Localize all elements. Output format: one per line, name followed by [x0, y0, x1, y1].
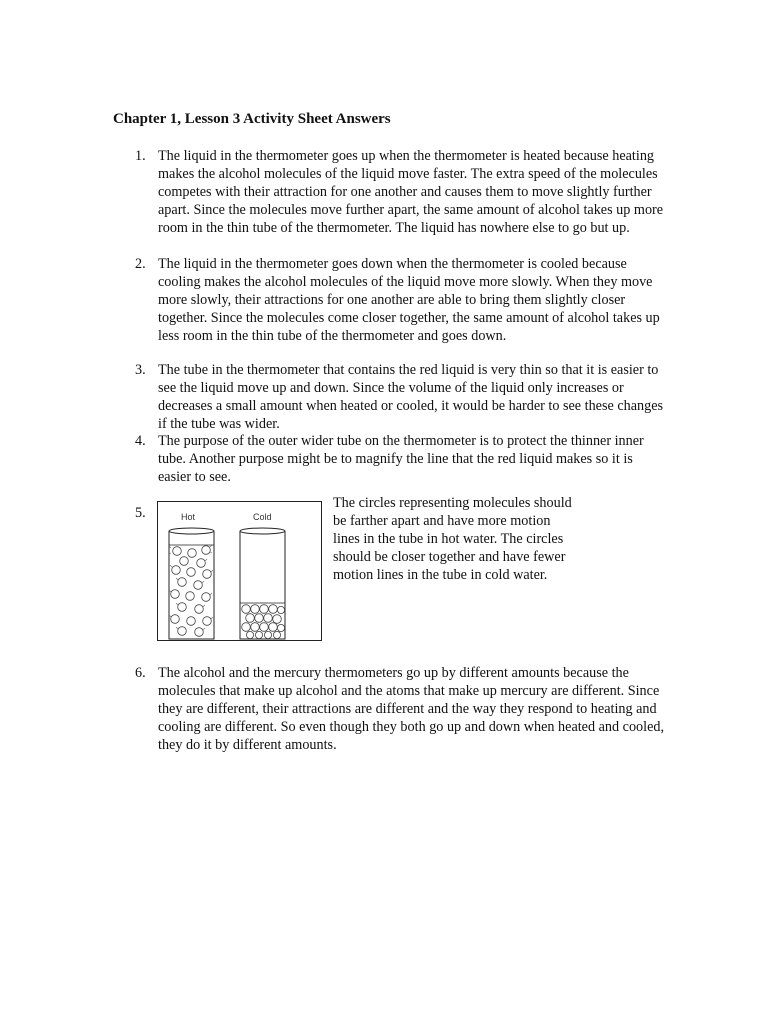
molecule-tubes-figure: [157, 501, 322, 641]
item-text: The tube in the thermometer that contains the red liquid is very thin so that it is easier to see the liquid move up and down. Since the volume of the liquid only increases or decreases a small amount when heated or cooled, it would be harder to see these changes if the tube was wider.: [158, 362, 664, 432]
item-number: 6.: [135, 665, 146, 681]
cold-label: Cold: [253, 512, 272, 522]
list-item-1: [135, 147, 665, 237]
item-number: 5.: [135, 505, 146, 521]
item-number: 2.: [135, 256, 146, 272]
page-title: Chapter 1, Lesson 3 Activity Sheet Answers: [113, 111, 391, 127]
list-item-6: [135, 664, 665, 754]
item-text: The liquid in the thermometer goes down when the thermometer is cooled because cooling makes the alcohol molecules of the liquid move more slowly. When they move more slowly, their attractions for one another are able to bring them slightly closer together. Since the molecules come closer together, the same amount of alcohol takes up less room in the thin tube of the thermometer and goes down.: [158, 256, 660, 344]
item-text: The liquid in the thermometer goes up when the thermometer is heated because heating makes the alcohol molecules of the liquid move faster. The extra speed of the molecules competes with their attraction for one another and causes them to move slightly further apart. Since the molecules move further apart, the same amount of alcohol takes up more room in the thin tube of the thermometer. The liquid has nowhere else to go but up.: [158, 148, 664, 236]
item-number: 3.: [135, 362, 146, 378]
list-item-3: [135, 361, 665, 433]
hot-label: Hot: [181, 512, 196, 522]
item-number: 1.: [135, 148, 146, 164]
item-text: The alcohol and the mercury thermometers go up by different amounts because the molecules that make up alcohol and the atoms that make up mercury are different. Since they are different, their attractions are different and the way they respond to heating and cooling are different. So even though they both go up and down when heated and cooled, they do it by different amounts.: [158, 665, 665, 753]
item-5-caption: The circles representing molecules should be farther apart and have more motion lines in the tube in hot water. The circles should be closer together and have fewer motion lines in the tube in cold water.: [333, 495, 572, 583]
item-number: 4.: [135, 433, 146, 449]
list-item-4: [135, 432, 665, 486]
list-item-2: [135, 255, 665, 345]
item-text: The purpose of the outer wider tube on the thermometer is to protect the thinner inner tube. Another purpose might be to magnify the line that the red liquid makes so it is easier to see.: [158, 433, 644, 485]
